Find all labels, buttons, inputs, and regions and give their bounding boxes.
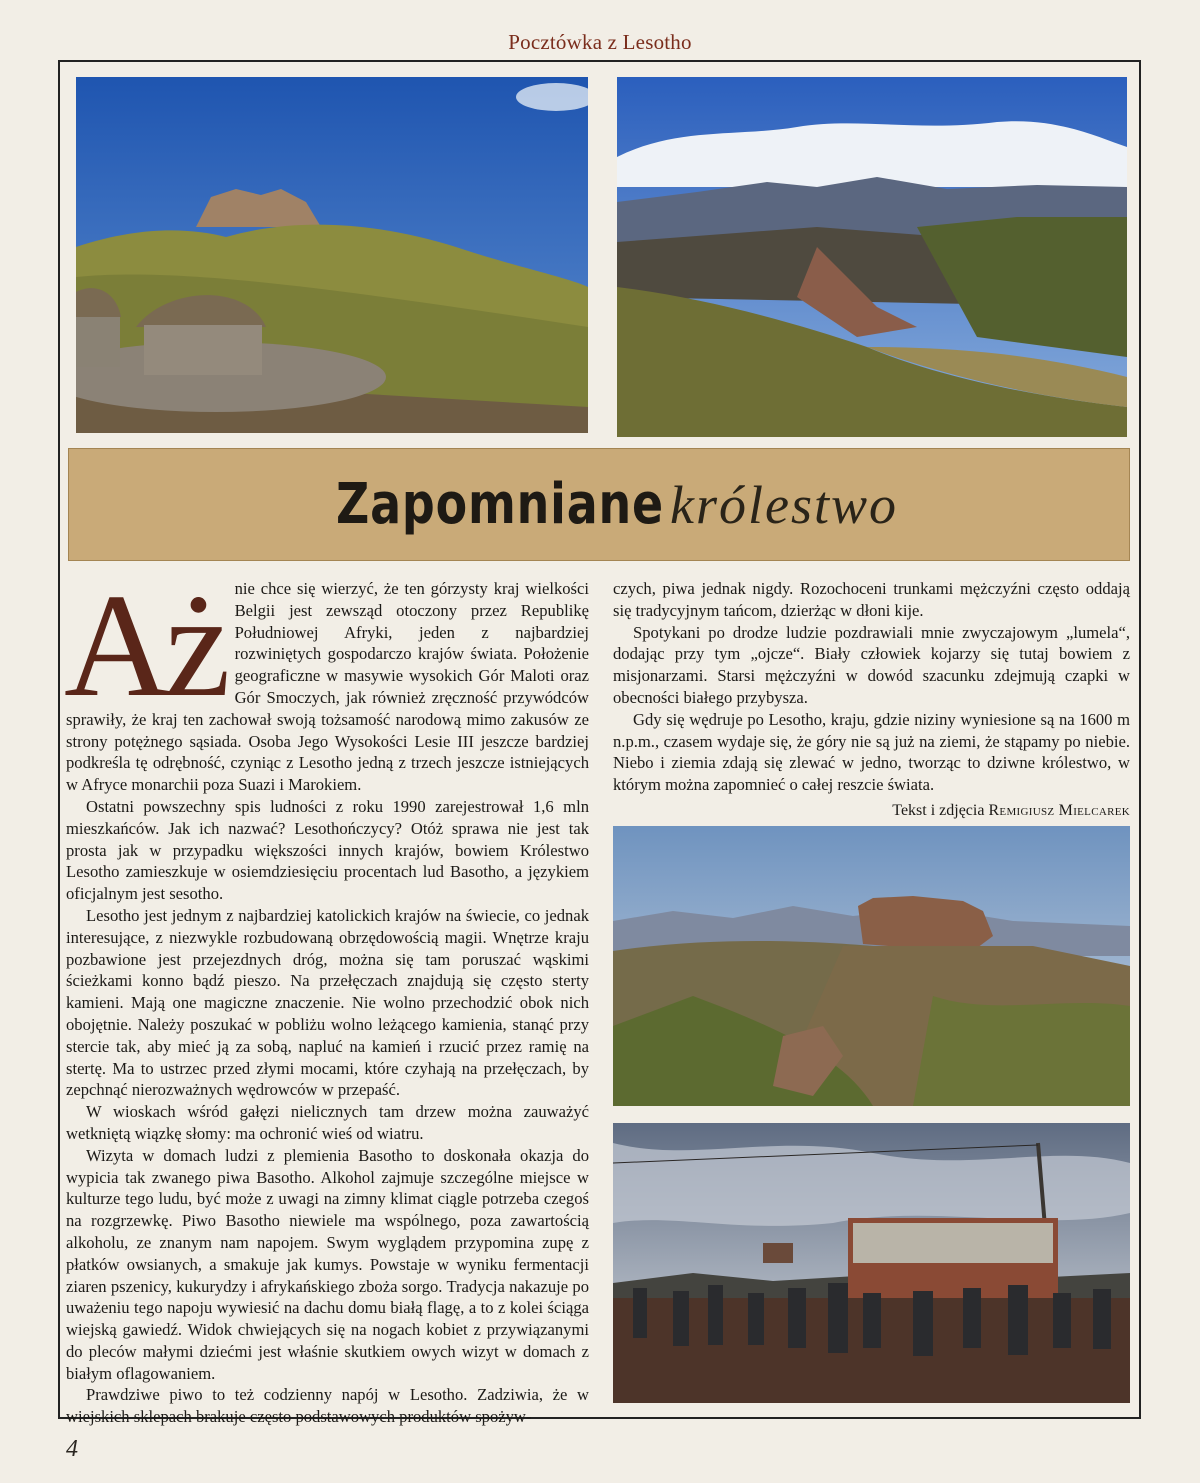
headline-italic: królestwo bbox=[670, 474, 898, 535]
paragraph: Lesotho jest jednym z najbardziej katolickich krajów na świecie, co jednak interesujące, z niezwykle rozbudowaną obrzędowością magii. Wnętrze kraju pozbawione jest przejezdnych dróg, można się tam poruszać wąskimi ścieżkami konno bądź pieszo. Na przełęczach znajdują się często sterty kamieni. Mają one magiczne znaczenie. Nie wolno przechodzić obok nich obojętnie. Należy poszukać w pobliżu wolno leżącego kamienia, stanąć przy stercie tak, aby mieć ją za sobą, napluć na kamień i rzucić przez ramię na stertę. Ma to ustrzec przed złymi mocami, które czyhają na przełęczach, by zepchnąć nierozważnych wędrowców w przepaść. bbox=[66, 905, 589, 1100]
paragraph: Spotykani po drodze ludzie pozdrawiali mnie zwyczajowym „lumela“, dodając przy tym „ojcze“. Biały człowiek kojarzy się tutaj bowiem z misjonarzami. Starsi mężczyźni w dowód szacunku zdejmują czapki w obecności białego przybysza. bbox=[613, 622, 1130, 707]
paragraph: czych, piwa jednak nigdy. Rozochoceni trunkami mężczyźni często oddają się tradycyjnym tańcom, dzierżąc w dłoni kije. bbox=[613, 579, 1130, 620]
landscape-photo-icon bbox=[617, 77, 1127, 437]
paragraph: W wioskach wśród gałęzi nielicznych tam drzew można zauważyć wetkniętą wiązkę słomy: ma ochronić wieś od wiatru. bbox=[66, 1102, 589, 1143]
photo-canyon-valley bbox=[617, 77, 1127, 437]
article-column-1 bbox=[64, 564, 589, 1428]
dropcap: Aż bbox=[64, 564, 225, 728]
paragraph: Wizyta w domach ludzi z plemienia Basotho to doskonała okazja do wypicia tak zwanego piwa Basotho. Alkohol zajmuje szczególne miejsce w kulturze tego ludu, być może z uwagi na zimny klimat ciągle potrzeba czegoś na rozgrzewkę. Piwo Basotho niewiele ma wspólnego, poza zawartością alkoholu, ze znanym nam napojem. Swym wyglądem przypomina zupę z płatków owsianych, a smakuje jak kumys. Powstaje w wyniku fermentacji ziaren pszenicy, kukurydzy i afrykańskiego zboża sorgo. Tradycja nakazuje po uważeniu tego napoju wywiesić na dachu domu białą flagę, a to z kolei ściąga wiejską gawiedź. Widok chwiejących się na nogach kobiet z przywiązanymi do pleców małymi dziećmi jest właśnie skutkiem owych wizyt w domach z białym oflagowaniem. bbox=[66, 1145, 589, 1383]
headline-bold: Zapomniane bbox=[335, 472, 664, 537]
paragraph: Ostatni powszechny spis ludności z roku 1990 zarejestrował 1,6 mln mieszkańców. Jak ich nazwać? Lesothończycy? Otóż sprawa nie jest tak prosta jak w przypadku większości innych krajów, bowiem Królestwo Lesotho zamieszkuje w osiemdziesięciu procentach lud Basotho, a językiem oficjalnym jest sesotho. bbox=[66, 796, 589, 904]
landscape-photo-icon bbox=[76, 77, 588, 433]
running-head: Pocztówka z Lesotho bbox=[508, 30, 692, 54]
paragraph: nie chce się wierzyć, że ten górzysty kraj wielkości Belgii jest zewsząd otoczony przez Republikę Południowej Afryki, jeden z najbardziej rozwiniętych gospodarczo krajów świata. Położenie geograficzne w masywie wysokich Gór Maloti oraz Gór Smoczych, jak również zręczność przywódców sprawiły, że kraj ten zachował swoją tożsamość narodową mimo zakusów ze strony potężnego sąsiada. Osoba Jego Wysokości Lesie III jeszcze bardziej podkreśla tę odrębność, czyniąc z Lesotho jedną z trzech jeszcze istniejących w Afryce monarchii poza Suazi i Marokiem. bbox=[66, 579, 589, 795]
landscape-photo-icon bbox=[613, 826, 1130, 1106]
headline-band bbox=[68, 448, 1130, 561]
paragraph: Prawdziwe piwo to też codzienny napój w Lesotho. Zadziwia, że w wiejskich sklepach brakuje często podstawowych produktów spożyw- bbox=[66, 1385, 589, 1427]
author-credit bbox=[613, 800, 1130, 822]
landscape-photo-icon bbox=[613, 1123, 1130, 1403]
paragraph: Gdy się wędruje po Lesotho, kraju, gdzie niziny wyniesione są na 1600 m n.p.m., czasem wydaje się, że góry nie są już na ziemi, że stąpamy po niebie. Niebo i ziemia zdają się zlewać w jedno, tworząc to dziwne królestwo, w którym można zapomnieć o całej reszcie świata. bbox=[613, 709, 1130, 795]
credit-prefix: Tekst i zdjęcia bbox=[892, 801, 985, 819]
photo-village-huts bbox=[76, 77, 588, 433]
photo-bus-crowd bbox=[613, 1123, 1130, 1403]
photo-rock-butte bbox=[613, 826, 1130, 1106]
page-number: 4 bbox=[66, 1436, 78, 1462]
credit-name: Remigiusz Mielcarek bbox=[988, 801, 1130, 819]
article-column-2 bbox=[613, 578, 1130, 822]
